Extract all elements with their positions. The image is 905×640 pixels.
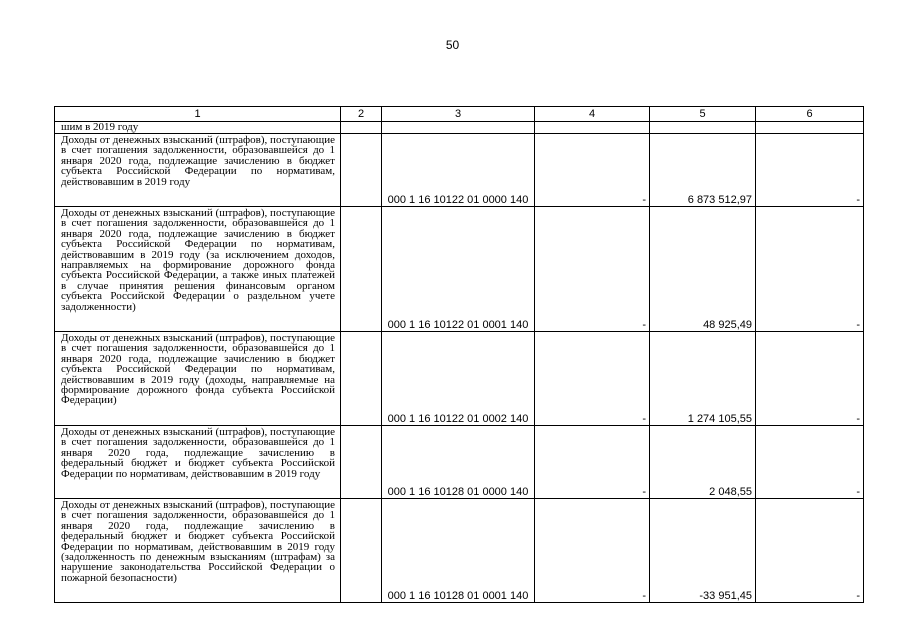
row-col4: -	[535, 207, 650, 332]
row-col6: -	[756, 426, 864, 499]
row-col5: 2 048,55	[650, 426, 756, 499]
table-row	[55, 426, 864, 499]
row-col6: -	[756, 134, 864, 207]
row-col5: -33 951,45	[650, 499, 756, 603]
row-col4: -	[535, 426, 650, 499]
table-header-row	[55, 107, 864, 122]
column-header-5: 5	[650, 107, 756, 122]
row-description: Доходы от денежных взысканий (штрафов), поступающие в счет погашения задолженности, образовавшейся до 1 января 2020 года, подлежащие зачислению в федеральный бюджет и бюджет субъекта Российской Федерации по нормативам, действовавшим в 2019 году	[55, 426, 341, 499]
row-col6: -	[756, 207, 864, 332]
row-description: Доходы от денежных взысканий (штрафов), поступающие в счет погашения задолженности, образовавшейся до 1 января 2020 года, подлежащие зачислению в федеральный бюджет и бюджет субъекта Российской Федерации по нормативам, действовавшим в 2019 году (задолженность по денежным взысканиям (штрафам) за нарушение законодательства Российской Федерации о пожарной безопасности)	[55, 499, 341, 603]
row-col6: -	[756, 332, 864, 426]
row-description: Доходы от денежных взысканий (штрафов), поступающие в счет погашения задолженности, образовавшейся до 1 января 2020 года, подлежащие зачислению в бюджет субъекта Российской Федерации по нормативам, действовавшим в 2019 году (за исключением доходов, направляемых на формирование дорожного фонда субъекта Российской Федерации, а также иных платежей в случае принятия решения финансовым органом субъекта Российской Федерации о раздельном учете задолженности)	[55, 207, 341, 332]
row-col5: 6 873 512,97	[650, 134, 756, 207]
row-col4: -	[535, 134, 650, 207]
row-code: 000 1 16 10122 01 0001 140	[382, 207, 535, 332]
continuation-row	[55, 122, 864, 134]
column-header-1: 1	[55, 107, 341, 122]
row-code: 000 1 16 10122 01 0000 140	[382, 134, 535, 207]
table-row	[55, 134, 864, 207]
column-header-2: 2	[341, 107, 382, 122]
table-row	[55, 499, 864, 603]
revenue-table	[54, 106, 864, 603]
row-col6: -	[756, 499, 864, 603]
row-code: 000 1 16 10128 01 0000 140	[382, 426, 535, 499]
row-col5: 1 274 105,55	[650, 332, 756, 426]
table-row	[55, 332, 864, 426]
row-col4: -	[535, 332, 650, 426]
column-header-6: 6	[756, 107, 864, 122]
column-header-3: 3	[382, 107, 535, 122]
row-code: 000 1 16 10128 01 0001 140	[382, 499, 535, 603]
continuation-text: шим в 2019 году	[55, 122, 341, 134]
row-col5: 48 925,49	[650, 207, 756, 332]
table-row	[55, 207, 864, 332]
row-description: Доходы от денежных взысканий (штрафов), поступающие в счет погашения задолженности, образовавшейся до 1 января 2020 года, подлежащие зачислению в бюджет субъекта Российской Федерации по нормативам, действовавшим в 2019 году (доходы, направляемые на формирование дорожного фонда субъекта Российской Федерации)	[55, 332, 341, 426]
page-number: 50	[445, 38, 460, 52]
column-header-4: 4	[535, 107, 650, 122]
row-col4: -	[535, 499, 650, 603]
row-description: Доходы от денежных взысканий (штрафов), поступающие в счет погашения задолженности, образовавшейся до 1 января 2020 года, подлежащие зачислению в бюджет субъекта Российской Федерации по нормативам, действовавшим в 2019 году	[55, 134, 341, 207]
row-code: 000 1 16 10122 01 0002 140	[382, 332, 535, 426]
